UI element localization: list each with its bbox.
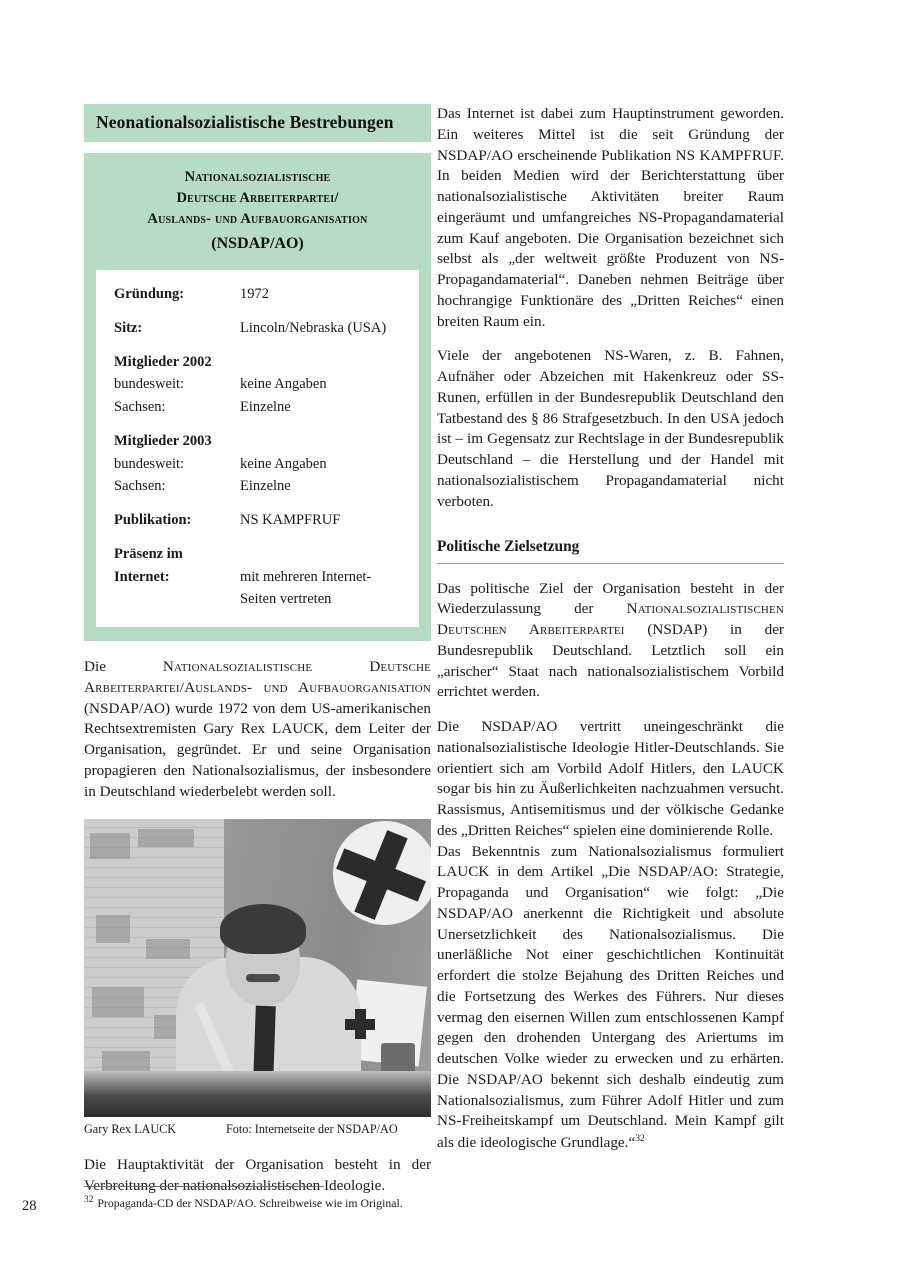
photo-gary-rex-lauck — [84, 819, 431, 1117]
row-value: mit mehreren Internet- — [240, 568, 372, 585]
moustache — [246, 974, 280, 982]
row-value: keine Angaben — [240, 376, 327, 393]
table-row — [114, 476, 409, 498]
row-value: keine Angaben — [240, 455, 327, 472]
table-row — [114, 352, 409, 374]
row-label: Präsenz im — [114, 545, 183, 562]
left-column — [84, 104, 431, 1197]
clipping-patch — [138, 829, 194, 847]
row-label: bundesweit: — [114, 455, 185, 472]
infobox-title-line-3: Auslands- und Aufbauorganisation — [147, 211, 368, 228]
organisation-infobox — [84, 153, 431, 641]
paragraph: Die Hauptaktivität der Organisation besteht in der Verbreitung der nationalsozialistischen Ideologie. — [84, 1156, 431, 1195]
desk — [84, 1071, 431, 1117]
table-row — [114, 431, 409, 453]
clipping-patch — [90, 833, 130, 859]
row-value — [240, 352, 409, 374]
spacer — [114, 306, 409, 318]
row-label: Sitz: — [114, 319, 143, 336]
row-label: Sachsen: — [114, 478, 166, 495]
clipping-patch — [102, 1051, 150, 1073]
hair — [220, 904, 306, 954]
section-heading-politische-zielsetzung: Politische Zielsetzung — [437, 538, 580, 556]
paragraph-text-post: (NSDAP) in der Bundesrepublik Deutschland. Letztlich soll ein „arischer“ Staat nach nationalsozialistischem Vorbild errichtet werden. — [437, 621, 784, 701]
paragraph-text-pre: Das politische Ziel der Organisation besteht in der Wiederzulassung der — [437, 579, 784, 618]
page-number: 28 — [22, 1198, 37, 1214]
infobox-title — [96, 167, 419, 257]
banner-title: Neonationalsozialistische Bestrebungen — [96, 112, 394, 132]
row-label: Gründung: — [114, 286, 185, 303]
paragraph: Das Internet ist dabei zum Hauptinstrument geworden. Ein weiteres Mittel ist die seit Gründung der NSDAP/AO erscheinende Publikation NS KAMPFRUF. In beiden Medien wird der Berichterstattung über nationalsozialistische Aktivitäten breiter Raum eingeräumt und umfangreiches NS-Propagandamaterial zum Kauf angeboten. Die Organisation bezeichnet sich selbst als „der weltweit größte Produzent von NS-Propagandamaterial“. Daneben nehmen Beiträge über hochrangige Funktionäre des „Dritten Reiches“ einen breiten Raum ein. — [437, 105, 784, 330]
paragraph: Viele der angebotenen NS-Waren, z. B. Fahnen, Aufnäher oder Abzeichen mit Hakenkreuz oder SS-Runen, erfüllen in der Bundesrepublik Deutschland den Tatbestand des § 86 Strafgesetzbuch. In den USA jedoch ist – im Gegensatz zur Rechtslage in der Bundesrepublik Deutschland – die Herstellung und der Handel mit nationalsozialistischem Propagandamaterial nicht verboten. — [437, 347, 784, 510]
row-label: Internet: — [114, 568, 170, 585]
paragraph — [437, 579, 784, 704]
photo-figure — [84, 819, 431, 1138]
paragraph — [84, 657, 431, 802]
footnote-marker[interactable]: 32 — [635, 1133, 645, 1145]
row-label: Mitglieder 2003 — [114, 432, 212, 449]
paragraph — [437, 842, 784, 1154]
table-row — [114, 318, 409, 340]
table-row — [114, 510, 409, 532]
table-row — [114, 544, 409, 566]
photo-caption — [84, 1122, 431, 1138]
spacer — [114, 532, 409, 544]
paragraph-text-pre: Die — [84, 658, 163, 676]
right-body-text-top — [437, 104, 784, 512]
row-label: Sachsen: — [114, 399, 166, 416]
footnote-number: 32 — [84, 1195, 94, 1205]
left-body-text — [84, 657, 431, 802]
table-row — [114, 567, 409, 589]
spacer — [114, 419, 409, 431]
row-value: NS KAMPFRUF — [240, 512, 341, 529]
table-row — [114, 589, 409, 611]
table-row — [114, 374, 409, 396]
censorship-mark-small-icon — [345, 1009, 375, 1039]
footnote-text: Propaganda-CD der NSDAP/AO. Schreibweise wie im Original. — [97, 1195, 403, 1210]
heading-rule — [437, 563, 784, 564]
row-value: Einzelne — [240, 399, 291, 416]
table-row — [114, 454, 409, 476]
page-footer — [0, 1186, 900, 1246]
row-label: Mitglieder 2002 — [114, 353, 212, 370]
infobox-title-acronym: (NSDAP/AO) — [211, 235, 304, 253]
censorship-mark-large-icon — [333, 827, 429, 923]
row-value: 1972 — [240, 286, 269, 303]
clipping-patch — [92, 987, 144, 1017]
section-banner — [84, 104, 431, 142]
clipping-patch — [96, 915, 130, 943]
footnote — [84, 1194, 784, 1212]
spacer — [114, 498, 409, 510]
paragraph: Die NSDAP/AO vertritt uneingeschränkt die nationalsozialistische Ideologie Hitler-Deutschlands. Sie orientiert sich am Vorbild Adolf Hitlers, den LAUCK sogar bis hin zu Äußerlichkeiten nachzuahmen versucht. Rassismus, Antisemitismus und der völkische Gedanke des „Dritten Reiches“ spielen eine dominierende Rolle. — [437, 718, 784, 839]
infobox-details-table — [96, 270, 419, 627]
infobox-title-line-1: Nationalsozialistische — [184, 169, 331, 185]
photo-caption-subject: Gary Rex LAUCK — [84, 1122, 177, 1137]
row-value: Seiten vertreten — [240, 591, 332, 608]
photo-caption-credit: Foto: Internetseite der NSDAP/AO — [226, 1122, 398, 1137]
row-value — [240, 544, 409, 566]
infobox-title-line-2: Deutsche Arbeiterpartei/ — [176, 190, 339, 207]
row-value: Lincoln/Nebraska (USA) — [240, 319, 387, 336]
row-label: bundesweit: — [114, 376, 185, 393]
right-column — [437, 104, 784, 1154]
right-body-text-bottom — [437, 579, 784, 1154]
row-value — [240, 431, 409, 453]
footnote-separator-rule — [84, 1186, 324, 1187]
organisation-name-smallcaps: Nationalsozialistische Deutsche Arbeiterpartei/Auslands- und Aufbauorganisation — [84, 658, 431, 696]
spacer — [114, 340, 409, 352]
paragraph-text: Das Bekenntnis zum Nationalsozialismus formuliert LAUCK in dem Artikel „Die NSDAP/AO: Strategie, Propaganda und Organisation“ wie folgt: „Die NSDAP/AO anerkennt die Richtigkeit und absolute Unersetzlichkeit des Nationalsozialismus. Die unerläßliche Not einer geschichtlichen Kontinuität erfordert die stolze Bejahung des Dritten Reiches und die Fortsetzung des Werkes des Führers. Nur dieses vermag den eisernen Willen zum entschlossenen Kampf gegen den drohenden Untergang des Ariertums im deutschen Volke wieder zu erwecken und zu erhärten. Die NSDAP/AO bekennt sich deshalb eindeutig zum Nationalsozialismus, zum Führer Adolf Hitler und zum NS-Freiheitskampf um Deutschland. Mein Kampf gilt als die ideologische Grundlage.“ — [437, 842, 784, 1152]
table-row — [114, 397, 409, 419]
table-row — [114, 284, 409, 306]
row-label: Publikation: — [114, 512, 192, 529]
row-label — [114, 589, 240, 611]
row-value: Einzelne — [240, 478, 291, 495]
party-name-smallcaps: Nationalsozialistischen Deutschen Arbeiterpartei — [437, 600, 784, 639]
paragraph-text-post: (NSDAP/AO) wurde 1972 von dem US-amerikanischen Rechtsextremisten Gary Rex LAUCK, dem Leiter der Organisation, gegründet. Er und seine Organisation propagieren den Nationalsozialismus, der insbesondere in Deutschland wiederbelebt werden soll. — [84, 699, 431, 800]
